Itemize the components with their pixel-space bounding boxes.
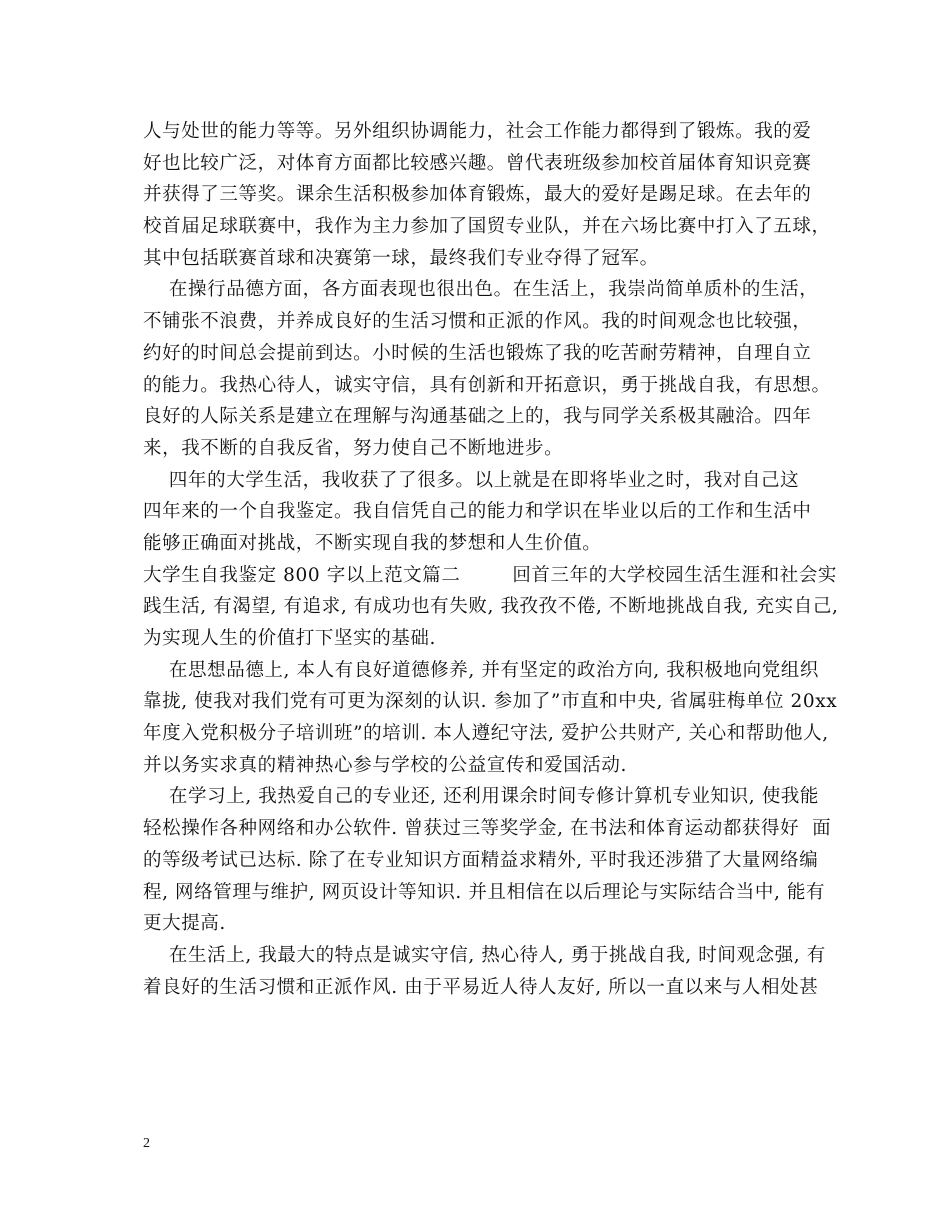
page-number: 2: [143, 1136, 150, 1151]
text-line: 并获得了三等奖。课余生活积极参加体育锻炼，最大的爱好是踢足球。在去年的: [143, 184, 812, 206]
text-line: 校首届足球联赛中，我作为主力参加了国贸专业队，并在六场比赛中打入了五球，: [143, 216, 831, 238]
text-line: 约好的时间总会提前到达。小时候的生活也锻炼了我的吃苦耐劳精神，自理自立: [143, 342, 812, 364]
text-line: 更大提高.: [143, 913, 226, 935]
text-line: 四年的大学生活，我收获了了很多。以上就是在即将毕业之时，我对自己这: [143, 469, 800, 491]
document-body: [143, 116, 839, 1003]
text-line: 四年来的一个自我鉴定。我自信凭自己的能力和学识在毕业以后的工作和生活中: [143, 501, 812, 523]
text-line: 在生活上, 我最大的特点是诚实守信, 热心待人, 勇于挑战自我, 时间观念强, 有: [143, 944, 826, 966]
text-line: 靠拢, 使我对我们党有可更为深刻的认识. 参加了”市直和中央, 省属驻梅单位 20xx: [143, 691, 838, 713]
text-line: 年度入党积极分子培训班”的培训. 本人遵纪守法, 爱护公共财产, 关心和帮助他人,: [143, 723, 829, 745]
text-line: 轻松操作各种网络和办公软件. 曾获过三等奖学金, 在书法和体育运动都获得好 面: [143, 818, 832, 840]
text-line: 程, 网络管理与维护, 网页设计等知识. 并且相信在以后理论与实际结合当中, 能有: [143, 881, 826, 903]
text-line: 为实现人生的价值打下坚实的基础.: [143, 628, 436, 649]
text-line: 践生活, 有渴望, 有追求, 有成功也有失败, 我孜孜不倦, 不断地挑战自我, 充实自己,: [143, 596, 839, 618]
text-line: 人与处世的能力等等。另外组织协调能力，社会工作能力都得到了锻炼。我的爱: [143, 121, 812, 142]
text-line: 在学习上, 我热爱自己的专业还, 还利用课余时间专修计算机专业知识, 使我能: [143, 786, 820, 808]
text-line: 的能力。我热心待人，诚实守信，具有创新和开拓意识，勇于挑战自我，有思想。: [143, 374, 831, 396]
text-line: 其中包括联赛首球和决赛第一球，最终我们专业夺得了冠军。: [143, 247, 659, 269]
text-line: 来，我不断的自我反省，努力使自己不断地进步。: [143, 437, 564, 459]
text-line: 并以务实求真的精神热心参与学校的公益宣传和爱国活动.: [143, 754, 627, 776]
text-line: 大学生自我鉴定 800 字以上范文篇二 回首三年的大学校园生活生涯和社会实: [143, 564, 838, 586]
text-line: 在操行品德方面，各方面表现也很出色。在生活上，我崇尚简单质朴的生活，: [143, 279, 819, 301]
text-line: 良好的人际关系是建立在理解与沟通基础之上的，我与同学关系极其融洽。四年: [143, 406, 812, 428]
text-line: 在思想品德上, 本人有良好道德修养, 并有坚定的政治方向, 我积极地向党组织: [143, 659, 820, 681]
text-line: 能够正确面对挑战，不断实现自我的梦想和人生价值。: [143, 532, 602, 554]
text-line: 不铺张不浪费，并养成良好的生活习惯和正派的作风。我的时间观念也比较强，: [143, 311, 812, 333]
text-line: 着良好的生活习惯和正派作风. 由于平易近人待人友好, 所以一直以来与人相处甚: [143, 976, 819, 998]
text-line: 的等级考试已达标. 除了在专业知识方面精益求精外, 平时我还涉猎了大量网络编: [143, 849, 819, 871]
text-line: 好也比较广泛，对体育方面都比较感兴趣。曾代表班级参加校首届体育知识竞赛: [143, 152, 812, 174]
